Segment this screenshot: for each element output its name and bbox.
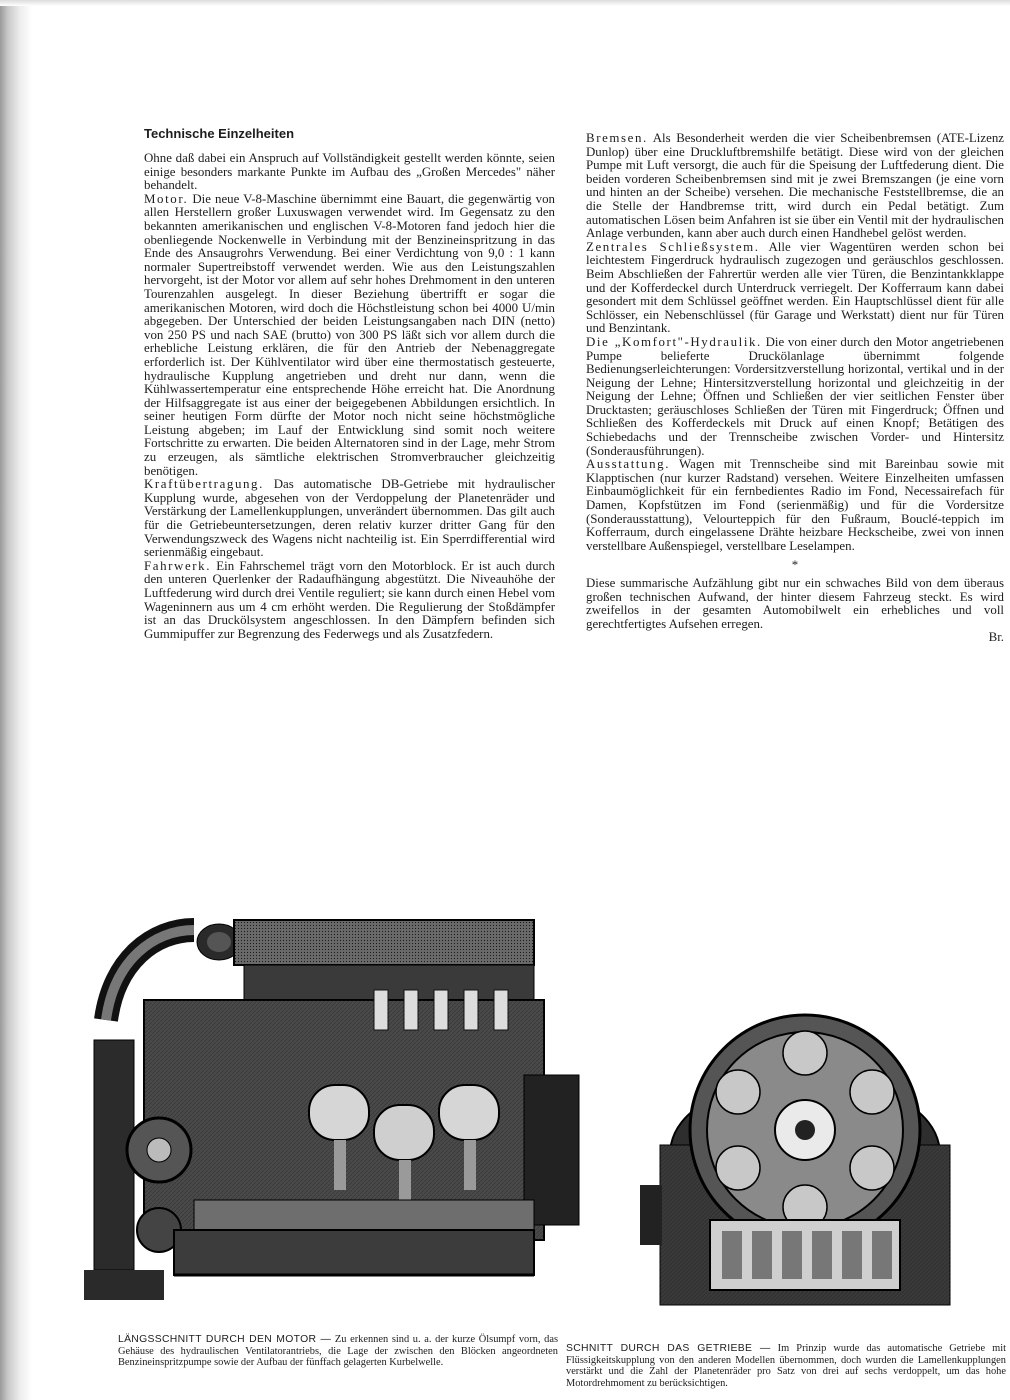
engine-caption bbox=[118, 1334, 558, 1369]
transmission-caption-lead: SCHNITT DURCH DAS GETRIEBE — bbox=[566, 1343, 771, 1354]
summary-paragraph: Diese summarische Aufzählung gibt nur ein schwaches Bild von dem überaus großen technischen Aufwand, der hinter diesem Fahrzeug steckt. Es wird zweifellos in der gesamten Automobilwelt ein erhebliches und voll gerechtfertigtes Aufsehen erregen. bbox=[586, 576, 1004, 631]
motor-term: Motor. bbox=[144, 191, 189, 206]
kraft-text: Das automatische DB-Getriebe mit hydraulischer Kupplung wurde, abgesehen von der Verdoppelung der Planetenräder und Verstärkung der Lamellenkupplungen, unverändert übernommen. Das gilt auch für die Getriebeuntersetzungen, deren relativ kurzer dritter Gang für den Verwendungszweck des Wagens nicht nachteilig ist. Ein Sperrdifferential wird serienmäßig eingebaut. bbox=[144, 477, 555, 560]
motor-text: Die neue V-8-Maschine übernimmt eine Bauart, die gegenwärtig von allen Herstellern großer Luxuswagen verwendet wird. Im Gegensatz zu den bekannten amerikanischen und englischen V-8-Motoren fand jedoch hier die obenliegende Nockenwelle in Verbindung mit der Benzineinspritzung in das Ende des Ansaugrohrs Verwendung. Bei einer Verdichtung von 9,0 : 1 kann normaler Supertreibstoff verwendet werden. Wie aus den Leistungszahlen hervorgeht, ist der Motor vor allem auf sehr hohes Drehmoment in den unteren Tourenzahlen ausgelegt. In dieser Beziehung übertrifft er sogar die amerikanischen Motoren, wird doch die Höchstleistung schon bei 4000 U/min abgegeben. Der Unterschied der beiden Leistungsangaben nach DIN (netto) von 250 PS und nach SAE (brutto) von 300 PS läßt sich vor allem durch die erhebliche Leistung erklären, die für den Antrieb der Nebenaggregate erforderlich ist. Der Kühlventilator wird über eine thermostatisch gesteuerte, hydraulische Kupplung angetrieben und dreht nur dann, wenn die Kühlwassertemperatur eine entsprechende Höhe erreicht hat. Die Anordnung der Hilfsaggregate ist aus einer der beigegebenen Abbildungen ersichtlich. In seiner heutigen Form dürfte der Motor noch nicht seine höchstmögliche Leistung abgeben; im Lauf der Entwicklung sind somit noch weitere Fortschritte zu erwarten. Die beiden Alternatoren sind in der Lage, mehr Strom zu erzeugen, als sämtliche elektrischen Stromverbraucher gleichzeitig benötigen. bbox=[144, 191, 555, 478]
fahrwerk-text: Ein Fahrschemel trägt vorn den Motorblock. Er ist auch durch den unteren Querlenker der Radaufhängung abgestützt. Die Niveauhöhe der Luftfederung wird durch drei Ventile reguliert; sie kann durch einen Hebel vom Wageninnern aus um 4 cm erhöht werden. Die Regulierung der Stoßdämpfer ist an das Druckölsystem angeschlossen. In den Dämpfern befinden sich Gummipuffer zur Begrenzung des Federwegs und als Zusatzfedern. bbox=[144, 558, 556, 641]
komfort-term: Die „Komfort"-Hydraulik. bbox=[586, 334, 762, 349]
schliess-text: Alle vier Wagentüren werden schon bei leichtestem Fingerdruck hydraulisch zugezogen und geräuschlos geschlossen. Beim Abschließen der Fahrertür werden alle vier Türen, die Benzintankklappe und der Kofferdeckel durch Unterdruck verriegelt. Der Kofferraum kann dabei gesondert mit dem Schlüssel geöffnet werden. Ein Hauptschlüssel dient für alle Schlösser, ein Nebenschlüssel (für Garage und Werkstatt) dient nur für Türen und Benzintank. bbox=[586, 239, 1005, 336]
komfort-paragraph bbox=[586, 336, 1004, 458]
intro-paragraph: Ohne daß dabei ein Anspruch auf Vollständigkeit gestellt werden könnte, seien einige besonders markante Punkte im Aufbau des „Großen Mercedes" näher behandelt. bbox=[144, 151, 555, 193]
left-text-column bbox=[144, 152, 555, 641]
komfort-text: Die von einer durch den Motor angetriebenen Pumpe belieferte Druckölanlage übernimmt folgende Bedienungserleichterungen: Vordersitzverstellung horizontal, vertikal und in der Neigung der Lehne; Hintersitzverstellung horizontal und gleichzeitig in der Neigung der Lehne; Öffnen und Schließen der vier seitlichen Fenster über Drucktasten; geräuschloses Schließen der Türen mit Fingerdruck; Öffnen und Schließen des Kofferdeckels mit Druck auf einen Knopf; Betätigen des Schiebedachs und der Trennscheibe zwischen Vorder- und Hintersitz (Sonderausführungen). bbox=[586, 334, 1004, 458]
fahrwerk-term: Fahrwerk. bbox=[144, 558, 212, 573]
engine-caption-lead: LÄNGSSCHNITT DURCH DEN MOTOR — bbox=[118, 1334, 332, 1345]
bremsen-text: Als Besonderheit werden die vier Scheibenbremsen (ATE-Lizenz Dunlop) über eine Druckluftbremshilfe betätigt. Diese wird von der gleichen Pumpe mit Luft versorgt, die auch für die Speisung der Luftfederung dient. Die beiden vorderen Scheibenbremsen sind mit je zwei Bremszangen (je eine vorn und hinten an der Scheibe) versehen. Die mechanische Feststellbremse, die an die Stelle der Handbremse tritt, wird durch ein Pedal betätigt. Zum automatischen Lösen beim Anfahren ist sie über ein Ventil mit der hydraulischen Anlage verbunden, kann aber auch durch einen Handhebel gelöst werden. bbox=[586, 131, 1004, 241]
engine-cutaway-illustration bbox=[84, 870, 604, 1310]
transmission-cutaway-illustration bbox=[640, 995, 970, 1325]
bremsen-paragraph bbox=[586, 132, 1004, 241]
ausstattung-paragraph bbox=[586, 458, 1004, 553]
schliess-term: Zentrales Schließsystem. bbox=[586, 239, 760, 254]
scan-page-edge bbox=[0, 0, 32, 1400]
ausstattung-term: Ausstattung. bbox=[586, 457, 671, 472]
scan-top-edge bbox=[0, 0, 1010, 6]
ausstattung-text: Wagen mit Trennscheibe sind mit Bareinbau sowie mit Klapptischen (nur kurzer Radstand) versehen. Weitere Einzelheiten umfassen Einbaumöglichkeit für ein fernbedientes Radio im Fond, Necessairefach für Damen, Kopfstützen im Fond (serienmäßig) und für die Vordersitze (Sonderausstattung), Velourteppich für den Fußraum, Bouclé-teppich im Kofferraum, durch eingelassene Drähte heizbare Heckscheibe, zwei von innen verstellbare Außenspiegel, verstellbare Leselampen. bbox=[586, 457, 1004, 553]
transmission-caption bbox=[566, 1343, 1006, 1389]
fahrwerk-paragraph bbox=[144, 560, 555, 642]
transmission-caption-text: Im Prinzip wurde das automatische Getriebe mit Flüssigkeitskupplung von den anderen Modellen übernommen, doch wurden die Lamellenkupplungen verstärkt und die Zahl der Planetenräder pro Satz von drei auf sechs verdoppelt, um das hohe Motordrehmoment zu berücksichtigen. bbox=[566, 1343, 1006, 1389]
section-separator: * bbox=[791, 558, 799, 573]
kraft-term: Kraftübertragung. bbox=[144, 477, 264, 492]
engine-caption-text: Zu erkennen sind u. a. der kurze Ölsumpf vorn, das Gehäuse des hydraulischen Ventilatorantriebs, die Lage der zwischen den Blöcken angeordneten Benzineinspritzpumpe sowie der Aufbau der fünffach gelagerten Kurbelwelle. bbox=[118, 1334, 558, 1369]
bremsen-term: Bremsen. bbox=[586, 131, 648, 145]
kraft-paragraph bbox=[144, 478, 555, 560]
page-heading: Technische Einzelheiten bbox=[144, 126, 295, 141]
schliess-paragraph bbox=[586, 241, 1004, 336]
right-text-column bbox=[586, 132, 1004, 645]
author-signature: Br. bbox=[988, 630, 1004, 645]
motor-paragraph bbox=[144, 193, 555, 478]
